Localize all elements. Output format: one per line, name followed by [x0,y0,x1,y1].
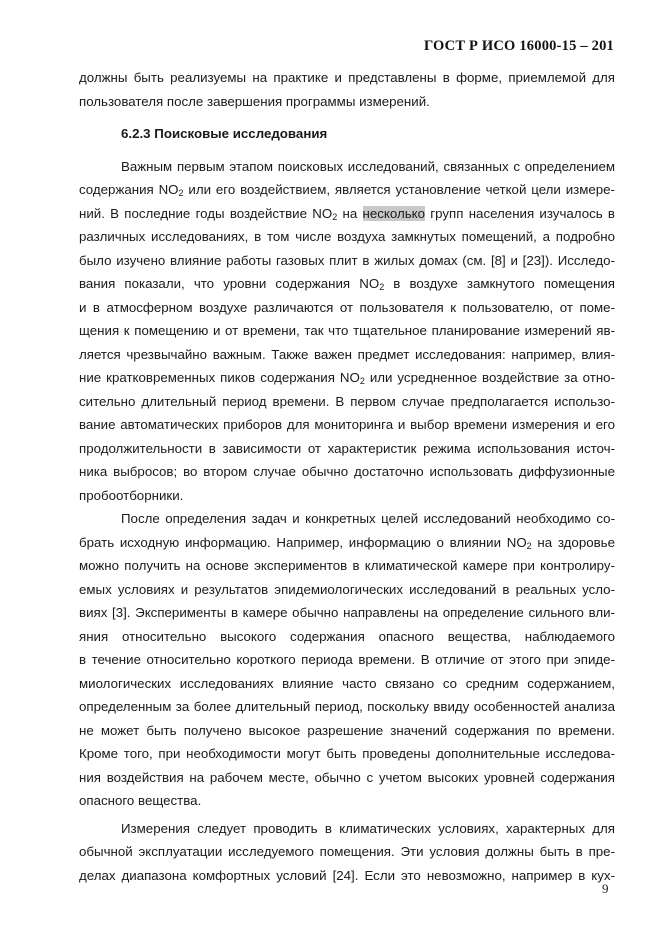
text-line: пользователя после завершения программы измерений. [79,93,430,109]
text-line: не может быть получено высокое разрешение значений содержания по времени. [79,722,615,738]
text-line: должны быть реализуемы на практике и представлены в форме, приемлемой для [79,70,615,85]
text-line: После определения задач и конкретных целей исследований необходимо со- [121,511,615,526]
text-line: емых условиях и результатов эпидемиологических исследований в реальных усло- [79,581,615,597]
text-line: можно получить на основе экспериментов в климатической камере при контролиру- [79,558,615,573]
text-line: щения к помещению и от времени, так что тщательное планирование измерений яв- [79,323,615,338]
document-body [79,66,615,887]
text-line: обычной эксплуатации исследуемого помещения. Эти условия должны быть в пре- [79,844,615,859]
text-line: ний. В последние годы воздействие $NO_2$ на несколько групп населения изучалось в [79,205,615,222]
text-line: определенным за более длительный период, поскольку ввиду особенностей анализа [79,699,615,714]
text-line: ляется чрезвычайно важным. Также важен предмет исследования: например, влия- [79,346,615,362]
text-line: содержания $NO_2$ или его воздействием, является установление четкой цели измере- [79,182,615,198]
highlighted-word: несколько [362,205,426,221]
text-line: вания показали, что уровни содержания $NO_2$ в воздухе замкнутого помещения [79,276,615,292]
text-line: продолжительности в зависимости от характеристик режима использования источ- [79,440,615,456]
text-line: вание автоматических приборов для мониторинга и выбор времени измерения и его [79,417,615,432]
text-line: различных исследованиях, в том числе воздуха замкнутых помещений, а подробно [79,229,615,244]
text-line: ника выбросов; во втором случае обычно достаточно использовать диффузионные [79,464,615,479]
text-line: Измерения следует проводить в климатических условиях, характерных для [121,820,615,836]
text-line: ние кратковременных пиков содержания $NO_2$ или усредненное воздействие за отно- [79,370,615,386]
text-line: брать исходную информацию. Например, информацию о влиянии $NO_2$ на здоровье [79,534,615,551]
document-header: ГОСТ Р ИСО 16000-15 – 201 [423,38,614,54]
text-line: миологических исследованиях влияние часто связано со средним содержанием, [79,675,615,691]
paragraph-1 [79,155,615,508]
text-line: было изучено влияние работы газовых плит в жилых домах (см. [8] и [23]). Исследо- [79,252,615,268]
text-line: в течение относительно короткого периода времени. В отличие от этого при эпиде- [79,652,615,667]
text-line: сительно длительный период времени. В первом случае предполагается использо- [79,393,615,409]
page-number: 9 [602,881,609,896]
text-line: опасного вещества. [79,793,202,808]
text-line: Кроме того, при необходимости могут быть проведены дополнительные исследова- [79,746,615,761]
paragraph-2 [79,507,615,813]
intro-paragraph [79,66,615,113]
text-line: ния воздействия на рабочем месте, обычно с учетом высоких уровней содержания [79,769,615,785]
text-line: делах диапазона комфортных условий [24]. Если это невозможно, например в кух- [79,867,615,883]
paragraph-3 [79,817,615,888]
text-line: яния относительно высокого содержания опасного вещества, наблюдаемого [79,628,615,644]
text-line: и в атмосферном воздухе различаются от пользователя к пользователю, от поме- [79,299,615,315]
text-line: пробоотборники. [79,487,184,503]
section-heading: 6.2.3 Поисковые исследования [121,126,328,141]
text-line: виях [3]. Эксперименты в камере обычно направлены на определение сильного вли- [79,605,615,620]
text-line: Важным первым этапом поисковых исследований, связанных с определением [121,158,615,174]
